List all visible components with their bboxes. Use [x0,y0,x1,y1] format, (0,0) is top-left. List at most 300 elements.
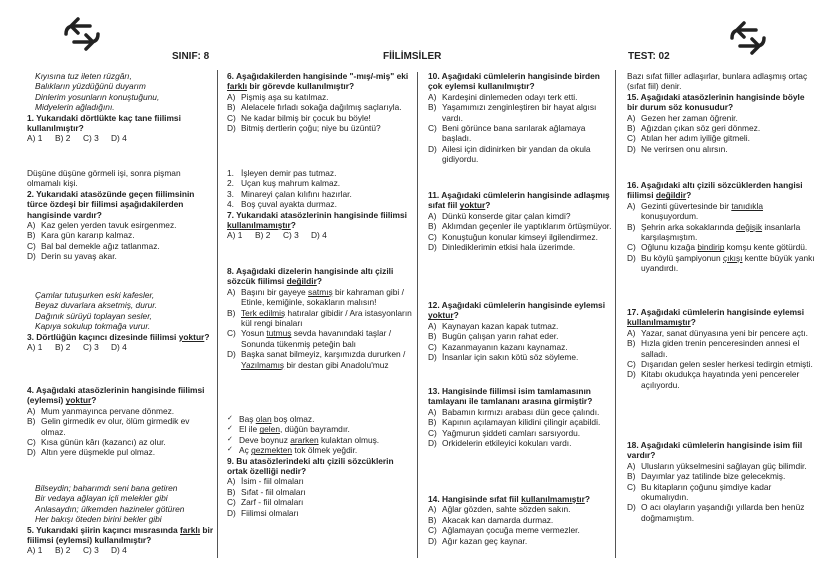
text-segment: Kardeşini dinlemeden odayı terk etti. [442,91,578,102]
option-letter: A) [428,504,437,515]
answer-option[interactable] [627,461,815,471]
option-letter: C) [627,242,636,253]
answer-option[interactable]: C) 3 [83,342,99,353]
text-segment: , düğün bayramdır. [279,424,350,435]
option-text [41,406,215,416]
text-segment: Yağmurun şiddeti camları sarsıyordu. [442,427,581,438]
option-text [442,221,616,231]
text-segment: 2. Yukarıdaki atasözünde geçen fiilimsinin türce özdeşi bir fiilimsi aşağıdakilerden hangisinde vardır? [27,188,195,220]
option-text [442,428,616,438]
answer-option[interactable] [227,349,415,370]
poem-line: Balıkların yüzdüğünü duyarım [35,81,146,92]
answer-option[interactable] [428,331,616,341]
numbered-item [227,199,415,209]
option-letter: C) [428,341,437,352]
option-letter: D) [27,447,36,458]
answer-option[interactable] [227,113,415,123]
option-letter: C) [227,497,236,508]
option-text [442,242,616,252]
option-text [641,222,815,243]
poem-line: Çamlar tutuşurken eski kafesler, [35,290,155,300]
text-segment: Akacak kan damarda durmaz. [442,514,554,525]
answer-option[interactable]: A) 1 [27,342,43,353]
question-block [428,71,616,165]
option-letter: D) [227,349,236,360]
answer-option[interactable] [227,287,415,308]
answer-option[interactable] [428,144,616,165]
option-text [241,308,415,329]
answer-option[interactable] [428,342,616,352]
option-letter: D) [428,352,437,363]
option-text [241,113,415,123]
item-text [239,435,379,445]
option-letter: A) [227,476,236,487]
answer-option[interactable]: D) 4 [311,230,327,241]
premise-text: Düşüne düşüne görmeli işi, sonra pişman olmamalı kişi. [27,168,181,189]
checklist-item [227,435,415,445]
answer-option[interactable]: D) 4 [111,342,127,353]
question-block [227,266,415,370]
text-segment: Altın yere düşmekle pul olmaz. [41,447,156,458]
item-text [239,424,350,434]
option-text [641,123,815,133]
option-letter: B) [627,123,636,134]
option-letter: C) [428,123,437,134]
question-stem [27,189,215,220]
option-text [641,502,815,523]
item-text [241,178,340,188]
text-segment: Bu kitapların çoğunu şimdiye kadar okumalıydın. [641,481,772,503]
underlined-word: değişik [735,221,763,232]
question-stem [227,266,415,287]
option-text [442,515,616,525]
poem-line: Dinlerim yosunların konuştuğunu, [35,91,160,102]
text-segment: Beni görünce bana sarılarak ağlamaya başladı. [442,123,586,144]
text-segment: Ağızdan çıkan söz geri dönmez. [641,123,761,134]
answer-option[interactable] [27,447,215,457]
answer-option[interactable] [428,232,616,242]
premise-text: Bazı sıfat fiiller adlaşırlar, bunlara adlaşmış ortaç (sıfat fiil) denir. [627,71,808,92]
question-block [428,190,616,252]
answer-option[interactable] [27,416,215,437]
text-segment: Gezen her zaman öğrenir. [641,112,738,123]
option-letter: A) [428,210,437,221]
text-segment: Yazar, sanat dünyasına yeni bir pencere açtı. [641,327,808,338]
text-segment: Başını bir gayeye [241,286,309,297]
poem-line: Kapıya sokulup tokmağa vurur. [35,321,151,332]
text-segment: İşleyen demir pas tutmaz. [241,168,337,178]
answer-option[interactable] [627,123,815,133]
answer-option[interactable]: A) 1 [27,545,43,556]
answer-option[interactable] [27,230,215,240]
page-title: FİİLİMSİLER [383,51,442,62]
text-segment: 11. Aşağıdaki cümlelerin hangisinde adlaşmış sıfat fiil [428,190,610,211]
question-stem [27,385,215,406]
option-text [41,220,215,230]
text-segment: sevda havanındaki taşlar / Sonunda tükenmiş peteğin balı [241,328,392,349]
text-segment: Bal bal demekle ağız tatlanmaz. [41,240,160,251]
item-text [239,445,357,455]
text-segment: bir görevde kullanılmıştır? [247,81,355,92]
underlined-word: yoktur [178,331,205,342]
option-text [641,242,815,252]
text-segment: Gezinti güvertesinde bir [641,200,732,211]
underlined-word: değildir [286,276,317,287]
text-segment: Kaz gelen yerden tavuk esirgenmez. [41,220,177,231]
question-stem [627,180,815,201]
answer-option[interactable]: B) 2 [55,545,71,556]
answer-option[interactable] [227,92,415,102]
underlined-word: çıkışı [722,252,743,263]
underlined-word: bindirip [697,242,725,253]
answer-option[interactable]: C) 3 [283,230,299,241]
question-stem [428,190,616,211]
answer-option[interactable] [428,536,616,546]
option-letter: D) [627,252,636,263]
text-segment: Deve boynuz [239,434,291,445]
option-letter: A) [428,406,437,417]
option-text [241,92,415,102]
poem-line: Anlasaydın; ülkemden hazineler götüren [35,503,185,514]
answer-option[interactable] [27,251,215,261]
option-letter: B) [627,221,636,232]
option-text [442,321,616,331]
option-text [641,113,815,123]
option-letter: B) [428,102,437,113]
grade-label: SINIF: 8 [172,51,210,62]
text-segment: Aklımdan geçenler ile yaptıklarım örtüşmüyor. [442,221,612,232]
text-segment: Sıfat - fiil olmaları [241,486,306,497]
underlined-word: farklı [180,524,201,535]
answer-option[interactable] [627,359,815,369]
option-text [641,471,815,481]
question-block [627,440,815,523]
text-segment: Aç [239,445,252,456]
text-segment: bir kahraman gibi / Etinle, kemiğinle, sokakların malısın! [241,286,404,308]
text-segment: Bugün çalışan yarın rahat eder. [442,331,559,342]
option-letter: B) [428,417,437,428]
text-segment: ? [290,220,296,231]
option-text [241,102,415,112]
answer-option[interactable] [627,133,815,143]
answer-option[interactable] [627,253,815,274]
answer-option[interactable] [27,406,215,416]
answer-option[interactable] [428,407,616,417]
answer-option[interactable] [428,92,616,102]
text-segment: Minareyi çalan kılıfını hazırlar. [241,188,352,199]
answer-option[interactable] [227,508,415,518]
option-letter: C) [27,437,36,448]
swap-arrows-icon [60,14,104,54]
text-segment: ? [686,190,692,201]
answer-option[interactable] [428,515,616,525]
option-letter: A) [428,320,437,331]
option-text [241,508,415,518]
answer-option[interactable] [227,497,415,507]
underlined-word: tutmuş [266,328,292,339]
answer-option[interactable] [428,428,616,438]
text-segment: 3. Dörtlüğün kaçıncı dizesinde fiilimsi [27,331,179,342]
answer-option[interactable] [428,504,616,514]
answer-option[interactable] [227,476,415,486]
option-text [41,416,215,437]
underlined-word: yoktur [428,310,454,321]
question-stem [227,71,415,92]
text-segment: 17. Aşağıdaki cümlelerin hangisinde eylemsi [627,307,805,317]
question-block [627,71,815,154]
item-number: 4. [227,199,234,210]
answer-option[interactable] [27,437,215,447]
text-segment: Kara gün kararıp kalmaz. [41,230,135,241]
option-letter: B) [227,486,236,497]
numbered-item [227,178,415,188]
underlined-word: yoktur [65,395,92,406]
text-segment: Kazanmayanın kazanı kaynamaz. [442,341,568,352]
text-segment: 10. Aşağıdaki cümlelerin hangisinde birden çok eylemsi kullanılmıştır? [428,71,600,92]
answer-option[interactable]: B) 2 [255,230,271,241]
answer-option[interactable] [627,201,815,222]
option-letter: B) [627,338,636,349]
text-segment: 15. Aşağıdaki atasözlerinin hangisinde böyle bir durum söz konusudur? [627,91,805,113]
answer-option[interactable] [428,438,616,448]
option-text [442,342,616,352]
check-icon: ✓ [227,415,233,422]
text-segment: Ağlamayan çocuğa meme vermezler. [442,525,580,536]
text-segment: bir destan gibi Anadolu'muz [284,359,389,370]
option-letter: C) [627,359,636,370]
option-text [442,438,616,448]
option-letter: C) [227,328,236,339]
answer-option[interactable] [627,471,815,481]
answer-option[interactable] [227,328,415,349]
checklist-item [227,445,415,455]
text-segment: Ağlar gözden, sahte sözden sakın. [442,504,571,515]
question-block [627,180,815,274]
answer-option[interactable] [428,242,616,252]
item-number: 3. [227,188,234,199]
option-text [641,359,815,369]
option-letter: A) [27,405,36,416]
text-segment: Pişmiş aşa su katılmaz. [241,91,329,102]
answer-option[interactable] [428,123,616,144]
answer-option[interactable] [627,113,815,123]
answer-option[interactable] [428,321,616,331]
question-block [428,386,616,448]
answer-option[interactable] [428,102,616,123]
text-segment: Atılan her adım iyiliğe gitmeli. [641,133,750,144]
option-text [241,328,415,349]
underlined-word: Yazılmamış [241,359,285,370]
text-segment: İsim - fiil olmaları [241,476,304,487]
text-segment: 1. Yukarıdaki dörtlükte kaç tane fiilimsi kullanılmıştır? [27,112,181,134]
text-segment: bir fiilimsi (eylemsi) kullanılmıştır? [27,524,214,546]
text-segment: Babamın kırmızı arabası dün gece çalındı. [442,406,600,417]
underlined-word: gelen [259,424,280,435]
option-text [442,525,616,535]
checklist-item [227,424,415,434]
option-text [442,211,616,221]
item-number: 2. [227,178,234,189]
text-segment: ? [690,317,696,328]
answer-option[interactable] [227,123,415,133]
item-text [241,199,337,209]
option-text [241,349,415,370]
option-text [241,487,415,497]
text-segment: Dışarıdan gelen sesler herkesi tedirgin etmişti. [641,359,813,370]
text-segment: Dinlediklerimin etkisi hala üzerimde. [442,242,576,253]
answer-option[interactable] [428,417,616,427]
question-block [227,414,415,518]
text-segment: El ile [239,424,260,435]
option-letter: C) [627,133,636,144]
underlined-word: tanıdıkla [731,200,763,211]
question-block [428,300,616,362]
poem-excerpt [27,290,215,332]
poem-line: Kıyısına tuz ileten rüzgârı, [35,71,132,81]
option-letter: A) [227,91,236,102]
option-text [641,144,815,154]
answer-option[interactable] [627,242,815,252]
answer-options [27,342,215,352]
question-block [27,71,215,144]
option-text [442,331,616,341]
text-segment: Kaynayan kazan kapak tutmaz. [442,320,559,331]
option-letter: A) [627,460,636,471]
option-letter: D) [428,535,437,546]
option-letter: C) [428,525,437,536]
text-segment: 18. Aşağıdaki cümlelerin hangisinde isim fiil vardır? [627,440,803,461]
question-stem [428,300,616,321]
option-text [442,417,616,427]
column-divider [417,72,418,558]
answer-option[interactable]: D) 4 [111,545,127,556]
option-text [442,102,616,123]
answer-option[interactable] [227,487,415,497]
answer-option[interactable] [227,102,415,112]
option-letter: C) [428,427,437,438]
answer-option[interactable] [627,144,815,154]
swap-arrows-icon [726,18,770,58]
question-stem [227,210,415,231]
answer-option[interactable] [27,220,215,230]
check-icon: ✓ [227,435,233,443]
question-stem [428,386,616,407]
question-stem [428,71,616,92]
answer-option[interactable] [227,308,415,329]
option-letter: B) [428,221,437,232]
answer-option[interactable]: A) 1 [227,230,243,241]
option-text [442,504,616,514]
text-segment: Kısa günün kârı (kazancı) az olur. [41,437,166,448]
question-block [27,168,215,262]
answer-option[interactable]: D) 4 [111,133,127,144]
option-text [641,482,815,503]
underlined-word: satmış [308,286,333,297]
question-stem [27,525,215,546]
question-block [627,307,815,390]
underlined-word: Terk edilmiş [241,307,286,318]
item-number: 1. [227,168,234,178]
option-text [442,92,616,102]
answer-option[interactable]: C) 3 [83,133,99,144]
text-segment: Fiilimsi olmaları [241,507,299,518]
text-segment: Dünkü konserde gitar çalan kimdi? [442,210,571,221]
check-icon: ✓ [227,446,233,454]
poem-excerpt [27,483,215,525]
answer-option[interactable]: B) 2 [55,133,71,144]
text-segment: 9. Bu atasözlerindeki altı çizili sözcüklerin ortak özelliği nedir? [227,455,394,477]
answer-options [27,133,215,143]
underlined-word: kullanılmamıştır [521,494,585,504]
option-text [641,461,815,471]
option-text [641,369,815,390]
answer-option[interactable] [428,352,616,362]
question-stem [227,456,415,477]
option-text [442,407,616,417]
option-letter: D) [227,123,236,134]
answer-option[interactable] [428,211,616,221]
answer-option[interactable] [627,482,815,503]
text-segment: Baş [239,414,256,424]
text-segment: Konuştuğun konular kimseyi ilgilendirmez. [442,231,598,242]
text-segment: Orkidelerin etkileyici kokuları vardı. [442,438,572,449]
text-segment: insanlarla karşılaşmıştım. [641,221,801,243]
option-text [241,123,415,133]
option-text [641,328,815,338]
text-segment: Ulusların yükselmesini sağlayan güç bilimdir. [641,460,807,471]
option-letter: B) [27,230,36,241]
text-segment: ? [204,331,210,342]
text-segment: Şehrin arka sokaklarında [641,221,736,232]
answer-option[interactable]: A) 1 [27,133,43,144]
option-text [442,232,616,242]
poem-line: Her bakışı öteden birini bekler gibi [35,514,162,525]
option-text [442,144,616,165]
answer-options [27,545,215,555]
option-letter: B) [627,471,636,482]
answer-option[interactable] [627,502,815,523]
answer-option[interactable] [428,221,616,231]
question-stem [27,113,215,134]
answer-option[interactable] [627,369,815,390]
answer-option[interactable] [428,525,616,535]
option-letter: A) [627,327,636,338]
text-segment: Yosun [241,328,267,339]
text-segment: Derin su yavaş akar. [41,251,117,262]
question-stem [27,332,215,342]
underlined-word: ararken [290,434,319,445]
option-text [41,447,215,457]
option-letter: B) [227,307,236,318]
question-block [227,71,415,133]
answer-option[interactable]: B) 2 [55,342,71,353]
poem-line: Midyelerin ağladığını. [35,102,115,113]
answer-option[interactable] [27,241,215,251]
answer-option[interactable] [627,328,815,338]
answer-option[interactable]: C) 3 [83,545,99,556]
option-letter: D) [428,143,437,154]
answer-option[interactable] [627,222,815,243]
answer-option[interactable] [627,338,815,359]
option-text [442,123,616,144]
underlined-word: yoktur [459,200,486,211]
answer-options [227,230,415,240]
text-segment: boş olmaz. [271,414,315,424]
check-icon: ✓ [227,425,233,433]
question-stem [627,92,815,113]
item-text [241,189,352,199]
option-letter: B) [227,102,236,113]
